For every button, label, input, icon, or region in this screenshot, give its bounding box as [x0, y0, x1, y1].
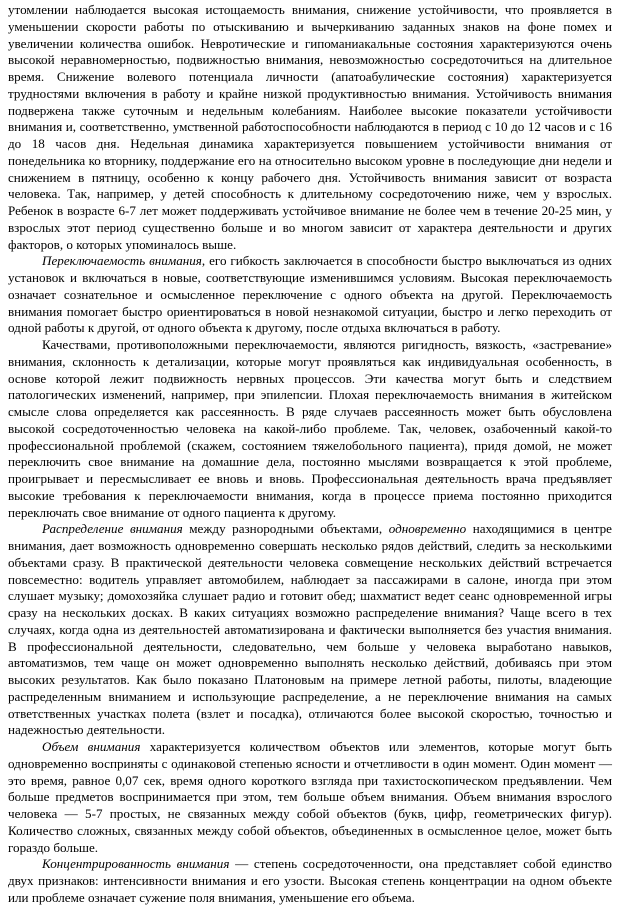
paragraph-switchability	[8, 253, 612, 337]
paragraph-distribution	[8, 521, 612, 739]
paragraph-text: находящимися в центре внимания, дает возможность одновременно совершать несколько рядов действий, следить за несколькими объектами сразу. В практической деятельности человека совмещение нескольких действий встречается повсеместно: водитель управляет автомобилем, наблюдает за пассажирами в салоне, иногда при этом слушает музыку; домохозяйка слушает радио и готовит обед; шахматист ведет сеанс одновременной игры сразу на нескольких досках. В каких ситуациях возможно распределение внимания? Чаще всего в тех случаях, когда одна из деятельностей автоматизирована и фактически выполняется без участия внимания. В профессиональной деятельности, следовательно, чем больше у человека выработано навыков, автоматизмов, тем чаще он может одновременно выполнять несколько действий, добиваясь при этом высоких результатов. Как было показано Платоновым на примере летной работы, пилоты, владеющие распределенным вниманием и использующие распределение, а не переключение внимания на самых ответственных участках полета (взлет и посадка), отличаются более высокой скоростью, точностью и надежностью деятельности.	[8, 521, 612, 738]
paragraph-text: , его гибкость заключается в способности быстро выключаться из одних установок и включаться в новые, соответствующие изменившимся условиям. Высокая переключаемость означает сознательное и осмысленное переключение с одного объекта на другой. Переключаемость внимания помогает быстро ориентироваться в новой незнакомой ситуации, быстро и легко переходить от одной работы к другой, от одного объекта к другому, после отдыха включаться в работу.	[8, 253, 613, 336]
paragraph-text: характеризуется количеством объектов или элементов, которые могут быть одновременно восприняты с одинаковой степенью ясности и отчетливости в один момент. Один момент — это время, равное 0,07 сек, время одного короткого взгляда при тахистоскопическом предъявлении. Чем больше предметов воспринимается при этом, тем больше объем внимания. Объем внимания взрослого человека — 5-7 простых, не связанных между собой объектов (букв, цифр, геометрических фигур). Количество сложных, связанных между собой объектов, объединенных в осмысленное целое, может быть гораздо больше.	[8, 739, 612, 855]
term-switchability: Переключаемость внимания	[42, 253, 202, 269]
paragraph-text: Качествами, противоположными переключаемости, являются ригидность, вязкость, «застревание» внимания, склонность к детализации, которые могут проявляться как индивидуальная особенность, в основе которой лежит подвижность нервных процессов. Эти качества могут быть и следствием патологических изменений, например, при эпилепсии. Плохая переключаемость внимания в житейском смысле слова определяется как рассеянность. В ряде случаев рассеянность может быть обусловлена высокой сосредоточенностью человека на какой-либо проблеме. Так, человек, озабоченный какой-то профессиональной проблемой (скажем, состоянием тяжелобольного пациента), придя домой, не может переключить свое внимание на домашние дела, постоянно мыслями возвращается к этой проблеме, проигрывает и пересмысливает ее вновь и вновь. Профессиональная деятельность врача предъявляет высокие требования к переключаемости внимания, когда в процессе приема постоянно приходится переключать свое внимание от одного пациента к другому.	[8, 337, 612, 520]
term-distribution: Распределение внимания	[42, 521, 183, 537]
term-volume: Объем внимания	[42, 739, 141, 754]
paragraph-text: — степень сосредоточенности, она представляет собой единство двух признаков: интенсивности внимания и его узости. Высокая степень концентрации на одном объекте или проблеме означает сужение поля внимания, уменьшение его объема.	[8, 856, 612, 905]
paragraph-attention-stability	[8, 2, 612, 253]
paragraph-text: между разнородными объектами,	[182, 521, 389, 537]
term-concentration: Концентрированность внимания	[42, 856, 230, 872]
paragraph-concentration	[8, 856, 612, 906]
paragraph-volume	[8, 739, 612, 856]
paragraph-text: утомлении наблюдается высокая истощаемость внимания, снижение устойчивости, что проявляется в уменьшении скорости работы по отыскиванию и вычеркиванию заданных знаков на фоне помех и увеличении количества ошибок. Невротические и гипоманиакальные состояния характеризуются очень высокой неравномерностью, подвижностью внимания, невозможностью сосредоточиться на длительное время. Снижение волевого потенциала личности (апатоабулические состояния) характеризуется трудностями включения в работу и крайне низкой продуктивностью внимания. Устойчивость внимания подвержена также суточным и недельным колебаниям. Наиболее высокие показатели устойчивости внимания и, соответственно, умственной работоспособности наблюдаются в период с 10 до 12 часов и с 16 до 18 часов дня. Недельная динамика характеризуется повышением устойчивости внимания от понедельника ко вторнику, поддержание его на относительно высоком уровне в последующие дни недели и снижением в пятницу, особенно к концу рабочего дня. Устойчивость внимания зависит от возраста человека. Так, например, у детей способность к длительному сосредоточению ниже, чем у взрослых. Ребенок в возрасте 6-7 лет может поддерживать устойчивое внимание не более чем в течение 20-25 мин, у взрослых этот период существенно больше и во многом зависит от характера деятельности и других факторов, о которых упоминалось выше.	[8, 2, 612, 252]
term-simultaneously: одновременно	[388, 521, 467, 537]
paragraph-rigidity	[8, 337, 612, 521]
